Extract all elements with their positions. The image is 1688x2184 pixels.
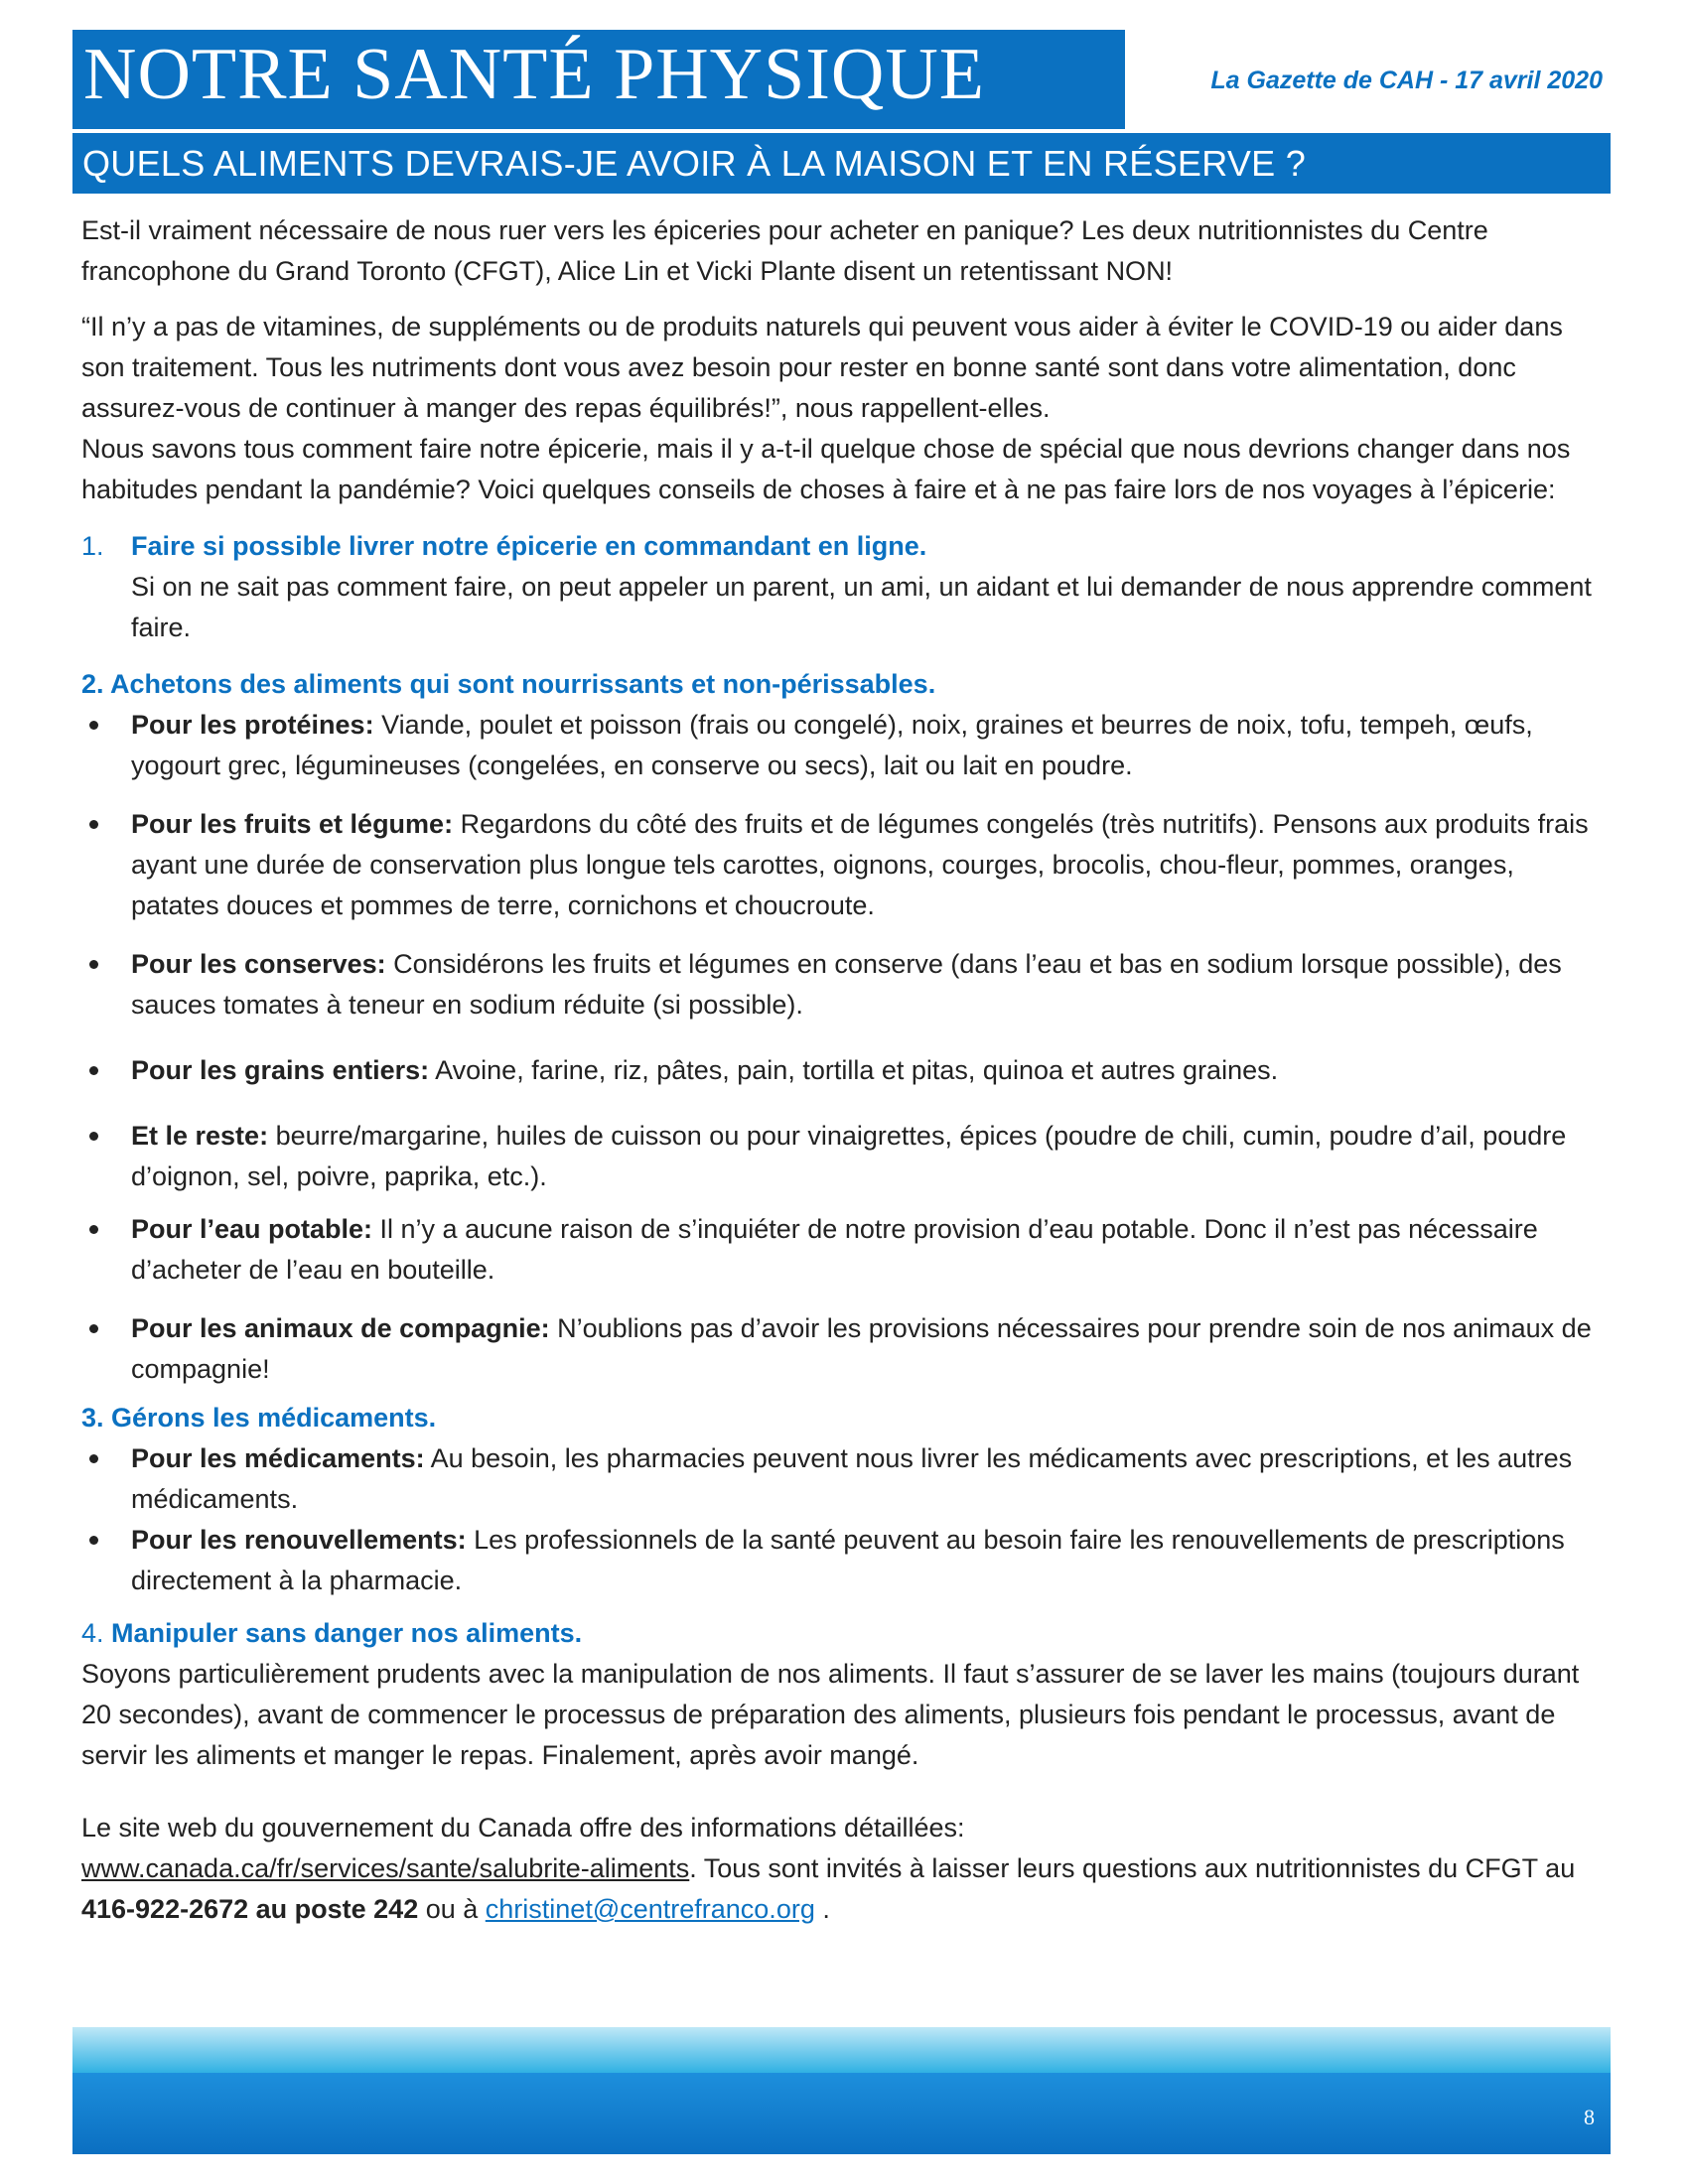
- page-number: 8: [1584, 2105, 1595, 2129]
- section-2-heading: 2. Achetons des aliments qui sont nourrissants et non-périssables.: [81, 669, 936, 699]
- page-title: NOTRE SANTÉ PHYSIQUE: [83, 34, 985, 115]
- item-text: Viande, poulet et poisson (frais ou congelé), noix, graines et beurres de noix, tofu, tempeh, œufs, yogourt grec, légumineuses (congelées, en conserve ou secs), lait ou lait en poudre.: [131, 710, 1533, 780]
- item-text: Les professionnels de la santé peuvent au besoin faire les renouvellements de prescriptions directement à la pharmacie.: [131, 1525, 1565, 1595]
- list-item: [81, 1050, 1606, 1091]
- closing-intro: Le site web du gouvernement du Canada offre des informations détaillées:: [81, 1813, 965, 1843]
- list-item: [81, 1308, 1606, 1390]
- item-label: Pour les médicaments:: [131, 1443, 425, 1473]
- footer-band-light: [72, 2027, 1611, 2073]
- list-item: [81, 804, 1606, 926]
- phone-number: 416-922-2672 au poste 242: [81, 1894, 419, 1924]
- item-label: Pour les animaux de compagnie:: [131, 1313, 550, 1343]
- item-text: Regardons du côté des fruits et de légumes congelés (très nutritifs). Pensons aux produits frais ayant une durée de conservation plus longue tels carottes, oignons, courges, brocolis, chou-fleur, pommes, oranges, patates douces et pommes de terre, cornichons et choucroute.: [131, 809, 1589, 920]
- list-item: [81, 1116, 1606, 1197]
- closing-paragraph: [81, 1808, 1606, 1930]
- list-item: [81, 1209, 1606, 1291]
- item-label: Pour les protéines:: [131, 710, 374, 740]
- section-4-heading: Manipuler sans danger nos aliments.: [111, 1618, 583, 1648]
- item-text: Au besoin, les pharmacies peuvent nous livrer les médicaments avec prescriptions, et les autres médicaments.: [131, 1443, 1573, 1514]
- section-3-list: [81, 1438, 1606, 1601]
- closing-end: .: [814, 1894, 830, 1924]
- canada-link[interactable]: www.canada.ca/fr/services/sante/salubrite-aliments: [81, 1853, 690, 1883]
- list-item: [81, 1520, 1606, 1601]
- section-4-number: 4.: [81, 1618, 104, 1648]
- item-label: Pour les renouvellements:: [131, 1525, 467, 1555]
- list-item: [81, 705, 1606, 786]
- item-label: Pour les conserves:: [131, 949, 386, 979]
- section-1-heading: Faire si possible livrer notre épicerie en commandant en ligne.: [131, 531, 927, 561]
- item-label: Pour les fruits et légume:: [131, 809, 454, 839]
- item-text: beurre/margarine, huiles de cuisson ou pour vinaigrettes, épices (poudre de chili, cumin, poudre d’ail, poudre d’oignon, sel, poivre, paprika, etc.).: [131, 1121, 1567, 1191]
- item-text: Avoine, farine, riz, pâtes, pain, tortilla et pitas, quinoa et autres graines.: [429, 1055, 1279, 1085]
- section-3-heading: 3. Gérons les médicaments.: [81, 1403, 437, 1433]
- section-2-list: [81, 705, 1606, 1390]
- page-subtitle: QUELS ALIMENTS DEVRAIS-JE AVOIR À LA MAISON ET EN RÉSERVE ?: [82, 143, 1307, 184]
- item-label: Pour l’eau potable:: [131, 1214, 373, 1244]
- item-text: Il n’y a aucune raison de s’inquiéter de notre provision d’eau potable. Donc il n’est pas nécessaire d’acheter de l’eau en bouteille.: [131, 1214, 1538, 1285]
- item-text: N’oublions pas d’avoir les provisions nécessaires pour prendre soin de nos animaux de compagnie!: [131, 1313, 1592, 1384]
- gazette-date: La Gazette de CAH - 17 avril 2020: [1210, 67, 1603, 94]
- item-label: Pour les grains entiers:: [131, 1055, 430, 1085]
- intro-paragraph-2: “Il n’y a pas de vitamines, de suppléments ou de produits naturels qui peuvent vous aider à éviter le COVID-19 ou aider dans son traitement. Tous les nutriments dont vous avez besoin pour rester en bonne santé sont dans votre alimentation, donc assurez-vous de continuer à manger des repas équilibrés!”, nous rappellent-elles.: [81, 312, 1563, 423]
- intro-paragraph-1: Est-il vraiment nécessaire de nous ruer vers les épiceries pour acheter en panique? Les deux nutritionnistes du Centre francophone du Grand Toronto (CFGT), Alice Lin et Vicki Plante disent un retentissant NON!: [81, 215, 1488, 286]
- section-4-heading-row: [81, 1613, 1606, 1654]
- email-link[interactable]: christinet@centrefranco.org: [485, 1894, 815, 1924]
- section-4-text: Soyons particulièrement prudents avec la manipulation de nos aliments. Il faut s’assurer de se laver les mains (toujours durant 20 secondes), avant de commencer le processus de préparation des aliments, plusieurs fois pendant le processus, avant de servir les aliments et manger le repas. Finalement, après avoir mangé.: [81, 1659, 1580, 1770]
- article-body: [81, 210, 1606, 1930]
- footer-band-dark: [72, 2073, 1611, 2154]
- section-1: [81, 526, 1606, 648]
- intro-paragraph-3: Nous savons tous comment faire notre épicerie, mais il y a-t-il quelque chose de spécial que nous devrions changer dans nos habitudes pendant la pandémie? Voici quelques conseils de choses à faire et à ne pas faire lors de nos voyages à l’épicerie:: [81, 434, 1571, 504]
- section-1-text: Si on ne sait pas comment faire, on peut appeler un parent, un ami, un aidant et lui demander de nous apprendre comment faire.: [131, 572, 1592, 642]
- list-item: [81, 944, 1606, 1025]
- closing-ou: ou à: [418, 1894, 486, 1924]
- item-label: Et le reste:: [131, 1121, 269, 1151]
- item-text: Considérons les fruits et légumes en conserve (dans l’eau et bas en sodium lorsque possible), des sauces tomates à teneur en sodium réduite (si possible).: [131, 949, 1562, 1020]
- list-item: [81, 1438, 1606, 1520]
- closing-mid: . Tous sont invités à laisser leurs questions aux nutritionnistes du CFGT au: [689, 1853, 1576, 1883]
- section-1-number: 1.: [81, 531, 104, 561]
